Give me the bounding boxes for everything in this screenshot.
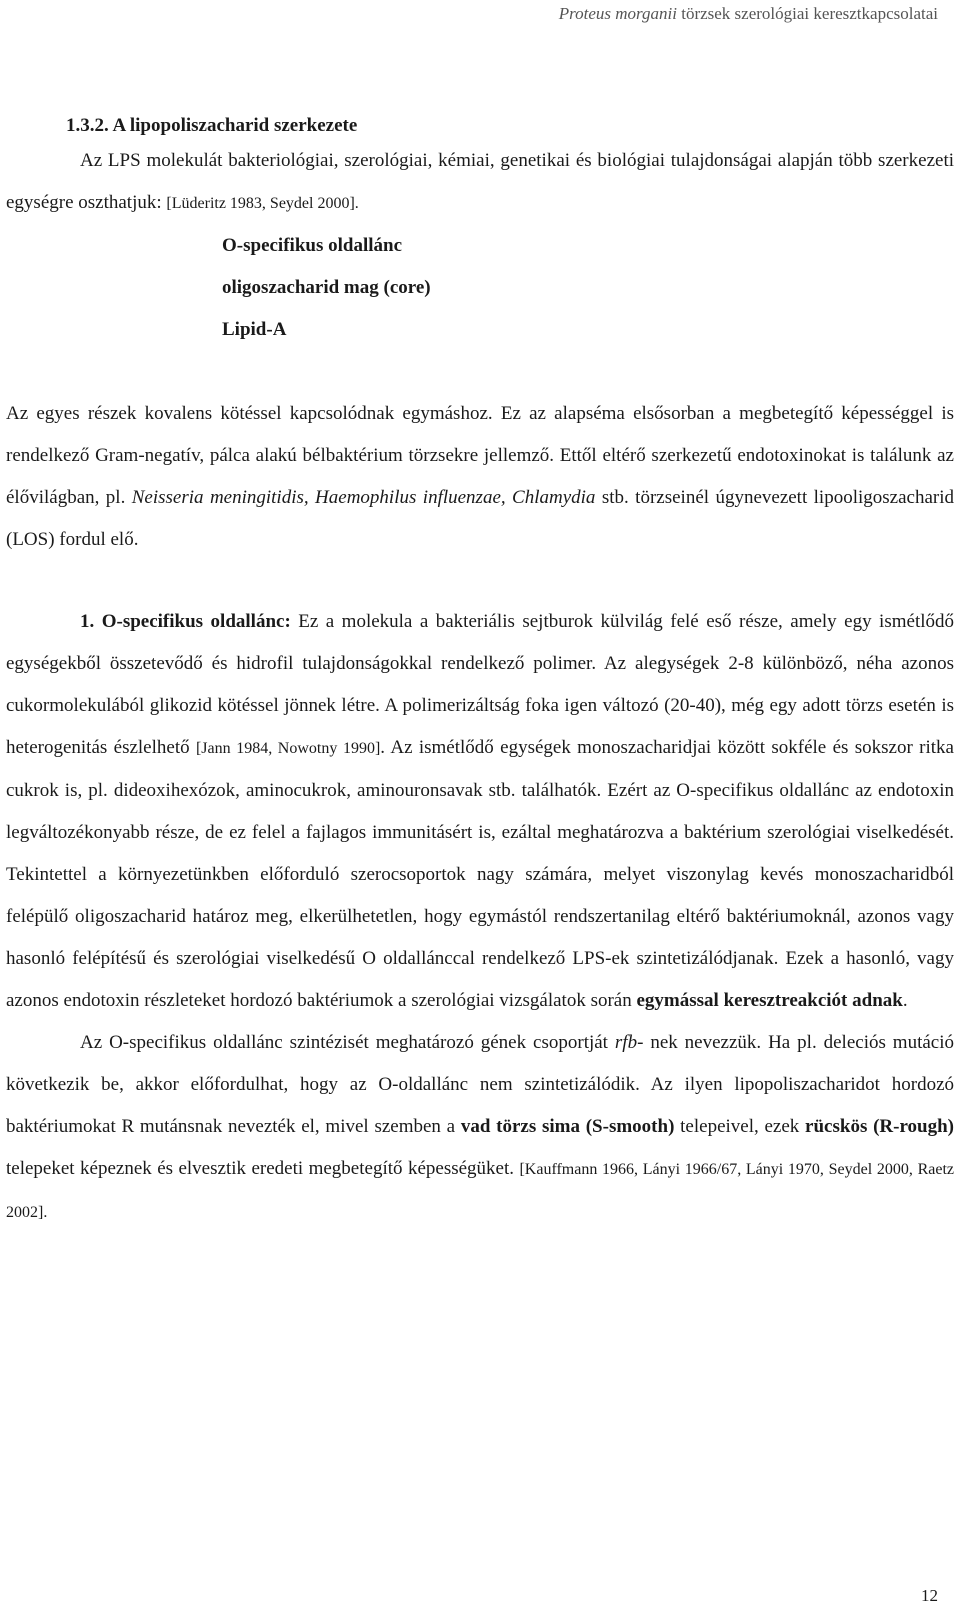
intro-text: Az LPS molekulát bakteriológiai, szerológiai, kémiai, genetikai és biológiai tulajdonságai alapján több szerkezeti egységre oszthatjuk: — [6, 150, 954, 213]
page-body — [6, 112, 954, 1234]
paragraph-1-text-a: Az egyes részek kovalens kötéssel kapcsolódnak egymáshoz. Ez az alapséma elsősorban a megbetegítő képességgel is rendelkező Gram-negatív, pálca alakú bélbaktérium törzsekre jellemző. Ettől eltérő szerkezetű endotoxinokat is találunk az élővilágban, pl. — [6, 403, 954, 508]
paragraph-1-text-b: stb. törzseinél úgynevezett lipooligoszacharid (LOS) fordul elő. — [6, 487, 955, 550]
paragraph-1 — [6, 393, 954, 561]
paragraph-2 — [6, 601, 954, 1022]
paragraph-2-text-b: . Az ismétlődő egységek monoszacharidjai között sokféle és sokszor ritka cukrok is, pl. dideoxihexózok, aminocukrok, aminouronsavak stb. találhatók. Ezért az O-specifikus oldallánc az endotoxin legváltozékonyabb része, de ez felel a fajlagos immunitásért is, ezáltal meghatározva a baktérium szerológiai viselkedését. Tekintettel a környezetünkben előforduló szerocsoportok nagy számára, melyet viszonylag kevés monoszacharidból felépülő oligoszacharid határoz meg, elkerülhetetlen, hogy egymástól rendszertanilag eltérő baktériumoknál, azonos vagy hasonló felépítésű és szerológiai viselkedésű O oldallánccal rendelkező LPS-ek szintetizálódjanak. Ezek a hasonló, vagy azonos endotoxin részleteket hordozó baktériumok a szerológiai vizsgálatok során — [6, 737, 954, 1011]
paragraph-2-emphasis: egymással keresztreakciót adnak — [636, 990, 903, 1011]
paragraph-3 — [6, 1022, 954, 1234]
intro-citation: [Lüderitz 1983, Seydel 2000]. — [166, 195, 359, 212]
paragraph-2-text-c: . — [902, 990, 908, 1011]
structure-item-o-chain: O-specifikus oldallánc — [222, 235, 402, 256]
running-header-rest: törzsek szerológiai keresztkapcsolatai — [676, 4, 938, 23]
paragraph-3-text-d: telepeket képeznek és elvesztik eredeti megbetegítő képességüket. — [6, 1158, 520, 1179]
running-header-italic: Proteus morganii — [558, 4, 677, 23]
paragraph-3-rough: rücskös (R-rough) — [805, 1116, 955, 1137]
structure-list — [6, 225, 954, 351]
paragraph-3-text-b: - nek nevezzük. Ha pl. deleciós mutáció következik be, akkor előfordulhat, hogy az O-oldallánc nem szintetizálódik. Az ilyen lipopoliszacharidot hordozó baktériumokat R mutánsnak nevezték el, mivel szemben a — [6, 1032, 954, 1137]
structure-item-core: oligoszacharid mag (core) — [222, 277, 431, 298]
paragraph-2-text-a: Ez a molekula a bakteriális sejtburok külvilág felé eső része, amely egy ismétlődő egységekből összetevődő és hidrofil tulajdonságokkal rendelkező polimer. Az alegységek 2-8 különböző, néha azonos cukormolekulából glikozid kötéssel jönnek létre. A polimerizáltság foka igen változó (20-40), még egy adott törzs esetén is heterogenitás észlelhető — [6, 611, 954, 758]
running-header — [559, 4, 938, 24]
paragraph-3-text-a: Az O-specifikus oldallánc szintézisét meghatározó gének csoportját — [80, 1032, 615, 1053]
paragraph-3-text-c: telepeivel, ezek — [674, 1116, 806, 1137]
intro-paragraph — [6, 140, 954, 225]
paragraph-3-smooth: vad törzs sima (S-smooth) — [460, 1116, 675, 1137]
paragraph-1-species: Neisseria meningitidis, Haemophilus influenzae, Chlamydia — [131, 487, 596, 508]
paragraph-3-citation: [Kauffmann 1966, Lányi 1966/67, Lányi 1970, Seydel 2000, Raetz 2002]. — [6, 1161, 954, 1221]
paragraph-2-citation: [Jann 1984, Nowotny 1990] — [195, 740, 381, 757]
page-number: 12 — [921, 1586, 938, 1605]
paragraph-3-gene: rfb — [614, 1032, 638, 1053]
section-title: 1.3.2. A lipopoliszacharid szerkezete — [66, 115, 358, 136]
structure-item-lipid-a: Lipid-A — [222, 319, 287, 340]
paragraph-2-heading: 1. O-specifikus oldallánc: — [80, 611, 291, 632]
